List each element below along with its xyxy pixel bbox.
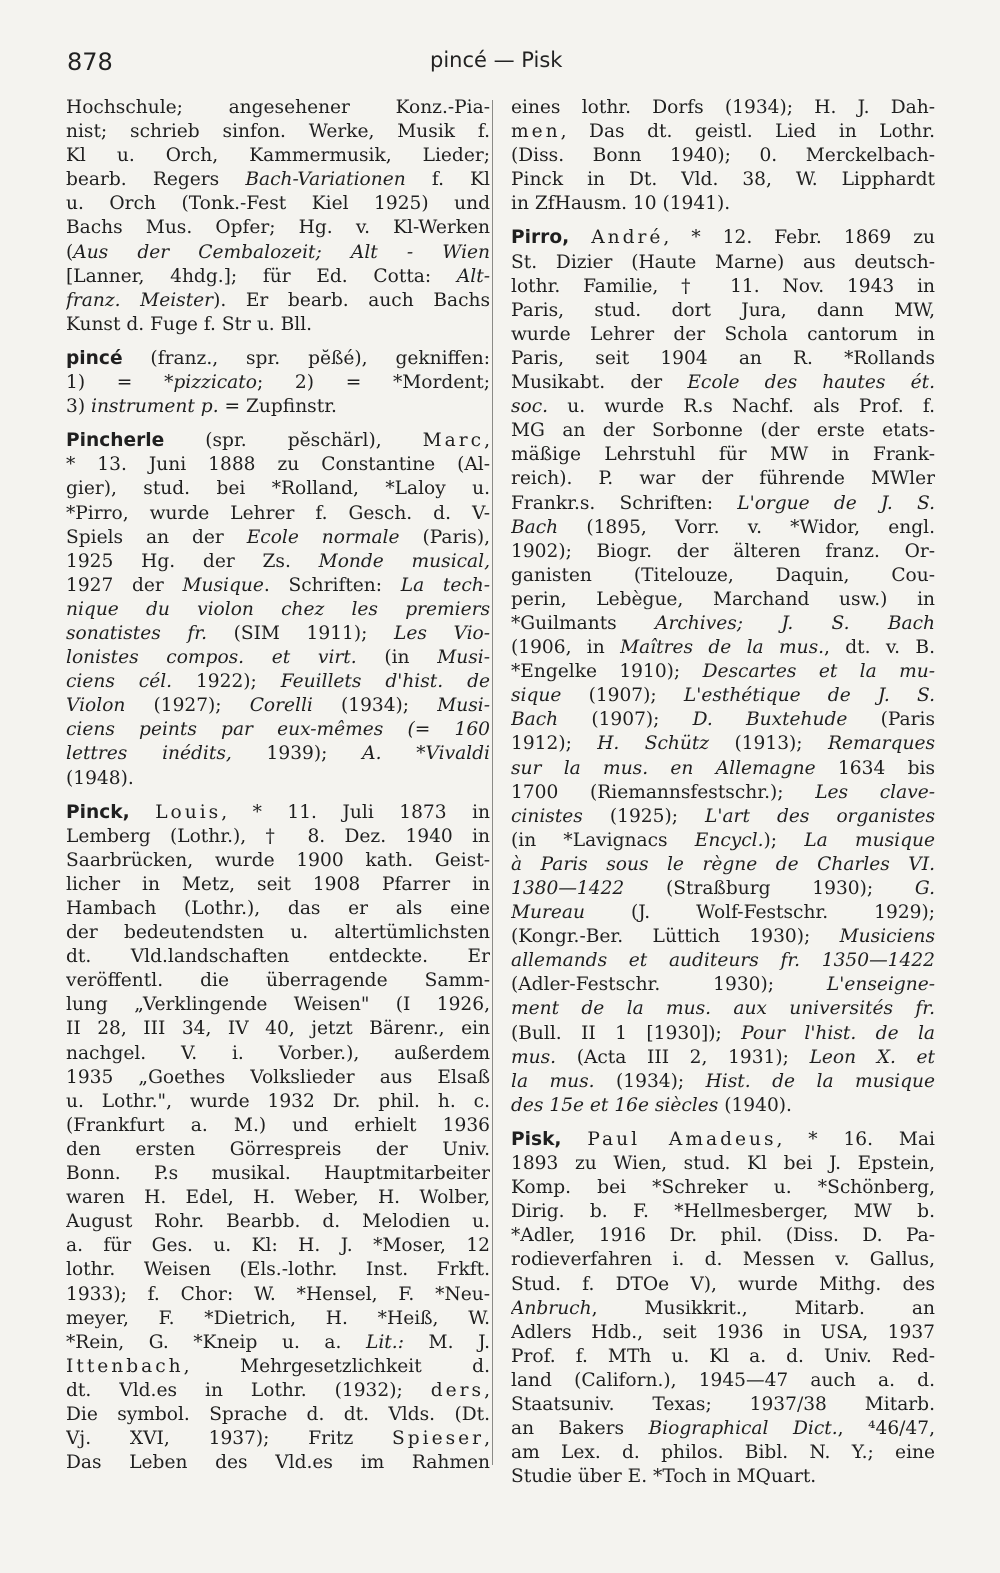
text-line: wurde Lehrer der Schola cantorum in xyxy=(511,323,935,345)
text-line: sur la mus. en Allemagne 1634 bis xyxy=(511,757,935,779)
headword: Pirro, xyxy=(511,227,570,249)
text-line: perin, Lebègue, Marchand usw.) in xyxy=(511,588,935,610)
text-line: lothr. Weisen (Els.-lothr. Inst. Frkft. xyxy=(66,1259,490,1281)
text-line: Kl u. Orch, Kammermusik, Lieder; xyxy=(66,145,490,167)
entry-pincherle: Pincherle (spr. pĕschärl), Marc, xyxy=(66,430,490,452)
text-line: land (Californ.), 1945—47 auch a. d. xyxy=(511,1369,935,1391)
text-line: Anbruch, Musikkrit., Mitarb. an xyxy=(511,1297,935,1319)
text-line: Spiels an der Ecole normale (Paris), xyxy=(66,526,490,548)
text-line: (Bull. II 1 [1930]); Pour l'hist. de la xyxy=(511,1022,935,1044)
text-line: licher in Metz, seit 1908 Pfarrer in xyxy=(66,873,490,895)
text-line: Pinck in Dt. Vld. 38, W. Lipphardt xyxy=(511,169,935,191)
text-line: Prof. f. MTh u. Kl a. d. Univ. Red- xyxy=(511,1345,935,1367)
text-line: ment de la mus. aux universités fr. xyxy=(511,998,935,1020)
text-line: Violon (1927); Corelli (1934); Musi- xyxy=(66,695,490,717)
text-line: Die symbol. Sprache d. dt. Vlds. (Dt. xyxy=(66,1403,490,1425)
text-line: ciens peints par eux-mêmes (= 160 xyxy=(66,719,490,741)
text-line: allemands et auditeurs fr. 1350—1422 xyxy=(511,950,935,972)
text-line: in ZfHausm. 10 (1941). xyxy=(511,193,731,215)
entry-pince: pincé (franz., spr. pĕßé), gekniffen: xyxy=(66,347,490,369)
headword: Pisk, xyxy=(511,1128,562,1150)
text-line: Hochschule; angesehener Konz.-Pia- xyxy=(66,97,490,118)
text-line: (in *Lavignacs Encycl.); La musique xyxy=(511,829,935,851)
text-line: cinistes (1925); L'art des organistes xyxy=(511,805,935,827)
text-line: dt. Vld.es in Lothr. (1932); ders, xyxy=(66,1379,490,1401)
text-line: 1380—1422 (Straßburg 1930); G. xyxy=(511,878,935,899)
text-line: Bach (1895, Vorr. v. *Widor, engl. xyxy=(511,516,935,538)
text-line: (Aus der Cembalozeit; Alt - Wien xyxy=(66,241,490,263)
text-line: an Bakers Biographical Dict., ⁴46/47, xyxy=(511,1418,935,1440)
text-line: am Lex. d. philos. Bibl. N. Y.; eine xyxy=(511,1442,935,1464)
text-line: Das Leben des Vld.es im Rahmen xyxy=(66,1452,490,1474)
text-line: Mureau (J. Wolf-Festschr. 1929); xyxy=(511,902,935,924)
text-line: *Pirro, wurde Lehrer f. Gesch. d. V- xyxy=(66,502,490,524)
column-divider xyxy=(492,100,493,1465)
text-line: August Rohr. Bearbb. d. Melodien u. xyxy=(66,1211,490,1233)
headword: pincé xyxy=(66,347,123,369)
text-line: u. Orch (Tonk.-Fest Kiel 1925) und xyxy=(66,193,490,215)
text-line: *Rein, G. *Kneip u. a. Lit.: M. J. xyxy=(66,1331,490,1353)
text-line: a. für Ges. u. Kl: H. J. *Moser, 12 xyxy=(66,1235,490,1257)
text-line: *Engelke 1910); Descartes et la mu- xyxy=(511,661,935,683)
text-line: 1893 zu Wien, stud. Kl bei J. Epstein, xyxy=(511,1153,935,1175)
text-line: gier), stud. bei *Rolland, *Laloy u. xyxy=(66,478,490,500)
text-line: 1902); Biogr. der älteren franz. Or- xyxy=(511,540,935,562)
text-line: sonatistes fr. (SIM 1911); Les Vio- xyxy=(66,622,490,644)
text-line: *Adler, 1916 Dr. phil. (Diss. D. Pa- xyxy=(511,1225,935,1247)
text-line: (Frankfurt a. M.) und erhielt 1936 xyxy=(66,1114,490,1136)
text-line: Paris, stud. dort Jura, dann MW, xyxy=(511,299,935,321)
text-line: II 28, III 34, IV 40, jetzt Bärenr., ein xyxy=(66,1018,490,1040)
running-head: pincé — Pisk xyxy=(430,48,563,72)
text-line: lung „Verklingende Weisen" (I 1926, xyxy=(66,994,490,1016)
text-line: dt. Vld.landschaften entdeckte. Er xyxy=(66,946,490,968)
text-line: des 15e et 16e siècles (1940). xyxy=(511,1094,792,1116)
page-number: 878 xyxy=(67,48,113,76)
text-line: 3) instrument p. = Zupfinstr. xyxy=(66,396,337,418)
headword: Pincherle xyxy=(66,430,165,452)
text-line: (Diss. Bonn 1940); 0. Merckelbach- xyxy=(511,145,935,167)
text-line: Bachs Mus. Opfer; Hg. v. Kl-Werken xyxy=(66,217,490,239)
text-line: Bach (1907); D. Buxtehude (Paris xyxy=(511,709,935,731)
text-line: [Lanner, 4hdg.]; für Ed. Cotta: Alt- xyxy=(66,265,490,287)
text-line: 1700 (Riemannsfestschr.); Les clave- xyxy=(511,781,935,803)
text-line: soc. u. wurde R.s Nachf. als Prof. f. xyxy=(511,396,935,418)
text-line: nachgel. V. i. Vorber.), außerdem xyxy=(66,1042,490,1064)
text-line: Stud. f. DTOe V), wurde Mithg. des xyxy=(511,1273,935,1295)
text-line: mäßige Lehrstuhl für MW in Frank- xyxy=(511,444,935,466)
text-line: Dirig. b. F. *Hellmesberger, MW b. xyxy=(511,1201,935,1223)
text-line: reich). P. war der führende MWler xyxy=(511,468,935,490)
text-line: Studie über E. *Toch in MQuart. xyxy=(511,1466,817,1488)
text-line: Vj. XVI, 1937); Fritz Spieser, xyxy=(66,1428,490,1450)
text-line: nique du violon chez les premiers xyxy=(66,598,490,620)
text-line: 1925 Hg. der Zs. Monde musical, xyxy=(66,550,490,572)
text-line: lonistes compos. et virt. (in Musi- xyxy=(66,647,490,669)
right-column xyxy=(511,96,935,1489)
left-column xyxy=(66,96,490,1475)
text-line: den ersten Görrespreis der Univ. xyxy=(66,1138,490,1160)
text-line: (Adler-Festschr. 1930); L'enseigne- xyxy=(511,974,935,996)
text-line: (1906, in Maîtres de la mus., dt. v. B. xyxy=(511,637,935,659)
text-line: Frankr.s. Schriften: L'orgue de J. S. xyxy=(511,492,935,514)
text-line: men, Das dt. geistl. Lied in Lothr. xyxy=(511,121,935,143)
text-line: * 13. Juni 1888 zu Constantine (Al- xyxy=(66,454,490,476)
text-line: franz. Meister). Er bearb. auch Bachs xyxy=(66,289,490,311)
text-line: Musikabt. der Ecole des hautes ét. xyxy=(511,372,935,394)
text-line: sique (1907); L'esthétique de J. S. xyxy=(511,685,935,707)
text-line: 1) = *pizzicato; 2) = *Mordent; xyxy=(66,372,490,394)
text-line: 1935 „Goethes Volkslieder aus Elsaß xyxy=(66,1066,490,1088)
text-line: veröffentl. die überragende Samm- xyxy=(66,970,490,992)
text-line: (1948). xyxy=(66,767,134,789)
entry-pinck: Pinck, Louis, * 11. Juli 1873 in xyxy=(66,801,490,823)
text-line: Hambach (Lothr.), das er als eine xyxy=(66,898,490,919)
text-line: MG an der Sorbonne (der erste etats- xyxy=(511,420,935,442)
text-line: 1927 der Musique. Schriften: La tech- xyxy=(66,574,490,596)
text-line: la mus. (1934); Hist. de la musique xyxy=(511,1070,935,1092)
text-line: ciens cél. 1922); Feuillets d'hist. de xyxy=(66,671,490,693)
entry-pirro: Pirro, André, * 12. Febr. 1869 zu xyxy=(511,227,935,249)
text-line: Bonn. P.s musikal. Hauptmitarbeiter xyxy=(66,1163,490,1185)
text-line: Paris, seit 1904 an R. *Rollands xyxy=(511,347,935,369)
text-line: (Kongr.-Ber. Lüttich 1930); Musiciens xyxy=(511,926,935,948)
text-line: nist; schrieb sinfon. Werke, Musik f. xyxy=(66,121,490,143)
text-line: Komp. bei *Schreker u. *Schönberg, xyxy=(511,1177,935,1199)
text-line: Ittenbach, Mehrgesetzlichkeit d. xyxy=(66,1355,490,1377)
text-line: der bedeutendsten u. altertümlichsten xyxy=(66,922,490,944)
text-line: rodieverfahren i. d. Messen v. Gallus, xyxy=(511,1249,935,1271)
text-line: lothr. Familie, † 11. Nov. 1943 in xyxy=(511,275,935,297)
text-line: mus. (Acta III 2, 1931); Leon X. et xyxy=(511,1046,935,1068)
text-line: Lemberg (Lothr.), † 8. Dez. 1940 in xyxy=(66,825,490,847)
headword: Pinck, xyxy=(66,801,130,823)
text-line: meyer, F. *Dietrich, H. *Heiß, W. xyxy=(66,1307,490,1329)
text-line: St. Dizier (Haute Marne) aus deutsch- xyxy=(511,251,935,273)
text-line: u. Lothr.", wurde 1932 Dr. phil. h. c. xyxy=(66,1090,490,1112)
text-line: Adlers Hdb., seit 1936 in USA, 1937 xyxy=(511,1321,935,1343)
entry-pisk: Pisk, Paul Amadeus, * 16. Mai xyxy=(511,1128,935,1150)
text-line: *Guilmants Archives; J. S. Bach xyxy=(511,612,935,634)
text-line: waren H. Edel, H. Weber, H. Wolber, xyxy=(66,1187,490,1209)
text-line: ganisten (Titelouze, Daquin, Cou- xyxy=(511,564,935,586)
text-line: 1933); f. Chor: W. *Hensel, F. *Neu- xyxy=(66,1283,490,1305)
text-line: lettres inédits, 1939); A. *Vivaldi xyxy=(66,743,490,765)
text-line: bearb. Regers Bach-Variationen f. Kl xyxy=(66,169,490,191)
text-line: eines lothr. Dorfs (1934); H. J. Dah- xyxy=(511,97,935,118)
text-line: Saarbrücken, wurde 1900 kath. Geist- xyxy=(66,849,490,871)
text-line: Kunst d. Fuge f. Str u. Bll. xyxy=(66,313,313,335)
text-line: à Paris sous le règne de Charles VI. xyxy=(511,853,935,875)
text-line: 1912); H. Schütz (1913); Remarques xyxy=(511,733,935,755)
text-line: Staatsuniv. Texas; 1937/38 Mitarb. xyxy=(511,1393,935,1415)
